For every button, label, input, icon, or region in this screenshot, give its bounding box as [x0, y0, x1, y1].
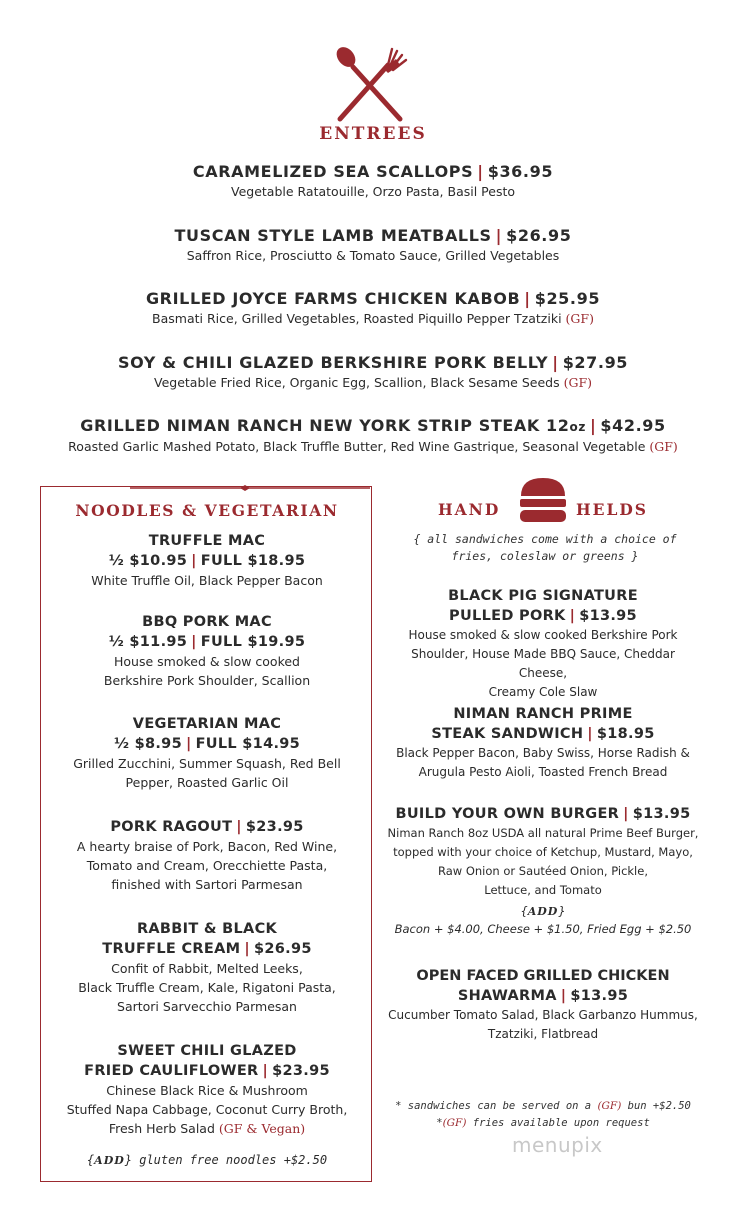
- item-name: BUILD YOUR OWN BURGER: [395, 806, 620, 822]
- menu-item: [41, 1041, 373, 1138]
- item-description: topped with your choice of Ketchup, Mustard, Mayo,: [393, 845, 693, 859]
- entree-price: $25.95: [534, 289, 601, 308]
- watermark: menupix: [512, 1133, 603, 1157]
- separator: |: [623, 806, 629, 822]
- item-description: Grilled Zucchini, Summer Squash, Red Bell: [73, 756, 341, 771]
- item-price: $23.95: [245, 819, 304, 835]
- brace-open: {: [86, 1153, 95, 1167]
- separator: |: [191, 634, 197, 650]
- item-name: BBQ PORK MAC: [142, 614, 272, 630]
- separator: |: [236, 819, 242, 835]
- entree-price: $42.95: [600, 416, 666, 435]
- entree-price: $26.95: [506, 226, 572, 245]
- item-description: House smoked & slow cooked Berkshire Pork: [408, 628, 678, 642]
- entree-price: $36.95: [487, 162, 554, 181]
- separator: |: [587, 726, 593, 742]
- footnote-text: * sandwiches can be served on a: [395, 1100, 598, 1112]
- item-price: $26.95: [253, 941, 312, 957]
- item-name: OPEN FACED GRILLED CHICKEN: [416, 968, 670, 984]
- item-name: SHAWARMA: [457, 988, 557, 1004]
- addon-text: } gluten free noodles +$2.50: [124, 1153, 328, 1167]
- entree-item: [0, 225, 746, 264]
- burger-icon: [517, 476, 569, 526]
- item-description: Berkshire Pork Shoulder, Scallion: [103, 673, 311, 688]
- item-description: Stuffed Napa Cabbage, Coconut Curry Broth,: [66, 1102, 348, 1117]
- separator: |: [589, 416, 597, 435]
- separator: |: [244, 941, 250, 957]
- item-description: A hearty braise of Pork, Bacon, Red Wine,: [76, 839, 338, 854]
- entree-description: Vegetable Fried Rice, Organic Egg, Scallion, Black Sesame Seeds: [154, 375, 560, 390]
- entree-name: SOY & CHILI GLAZED BERKSHIRE PORK BELLY: [117, 353, 549, 372]
- separator: |: [569, 608, 576, 624]
- menu-item: [382, 804, 704, 937]
- noodles-vegetarian-section: [40, 486, 372, 1182]
- item-description: Arugula Pesto Aioli, Toasted French Bread: [418, 765, 668, 779]
- item-name: PULLED PORK: [449, 608, 566, 624]
- entree-name: GRILLED JOYCE FARMS CHICKEN KABOB: [145, 289, 521, 308]
- item-name: TRUFFLE MAC: [148, 533, 266, 549]
- entree-description: Saffron Rice, Prosciutto & Tomato Sauce, Grilled Vegetables: [186, 248, 560, 263]
- separator: |: [185, 736, 192, 752]
- entree-name: CARAMELIZED SEA SCALLOPS: [192, 162, 474, 181]
- item-name: STEAK SANDWICH: [431, 726, 584, 742]
- separator: |: [495, 226, 503, 245]
- entree-description: Vegetable Ratatouille, Orzo Pasta, Basil Pesto: [230, 184, 515, 199]
- item-name: SWEET CHILI GLAZED: [117, 1043, 297, 1059]
- handhelds-title-right: HELDS: [576, 500, 648, 519]
- add-label: ADD: [94, 1154, 125, 1167]
- item-price-full: FULL $18.95: [200, 553, 306, 569]
- menu-item: [41, 612, 373, 690]
- item-price-half: ½ $8.95: [113, 736, 182, 752]
- entree-name-unit: oz: [569, 420, 586, 434]
- gf-tag: (GF): [649, 439, 678, 454]
- note-line: { all sandwiches come with a choice of: [413, 532, 677, 546]
- handhelds-footnotes: [382, 1098, 704, 1132]
- separator: |: [524, 289, 531, 308]
- gf-tag: (GF): [563, 375, 592, 390]
- item-description: Fresh Herb Salad: [108, 1121, 215, 1136]
- addon-prices: Bacon + $4.00, Cheese + $1.50, Fried Egg + $2.50: [394, 922, 692, 936]
- item-description: Tomato and Cream, Orecchiette Pasta,: [86, 858, 328, 873]
- separator: |: [262, 1063, 269, 1079]
- menu-item: [41, 817, 373, 894]
- item-description: White Truffle Oil, Black Pepper Bacon: [91, 573, 323, 588]
- gf-tag: (GF): [597, 1100, 622, 1112]
- entree-item: [0, 352, 746, 391]
- handhelds-note: [390, 531, 700, 565]
- item-name: TRUFFLE CREAM: [102, 941, 241, 957]
- item-description: Black Pepper Bacon, Baby Swiss, Horse Radish &: [396, 746, 690, 760]
- entree-description: Basmati Rice, Grilled Vegetables, Roasted Piquillo Pepper Tzatziki: [152, 311, 562, 326]
- item-description: House smoked & slow cooked: [113, 654, 300, 669]
- item-price: $13.95: [632, 806, 691, 822]
- entree-item: [0, 161, 746, 200]
- item-name: NIMAN RANCH PRIME: [453, 706, 633, 722]
- item-description: Pepper, Roasted Garlic Oil: [125, 775, 289, 790]
- add-heading: [382, 902, 704, 921]
- menu-item: [388, 586, 698, 702]
- footnote-text: *: [436, 1117, 443, 1129]
- item-name: RABBIT & BLACK: [136, 921, 278, 937]
- item-price-half: ½ $11.95: [108, 634, 188, 650]
- footnote-text: fries available upon request: [466, 1117, 650, 1129]
- entree-item: [0, 415, 746, 455]
- item-price: $13.95: [579, 608, 637, 624]
- separator: |: [560, 988, 567, 1004]
- entrees-title: ENTREES: [319, 124, 427, 144]
- item-description: Tzatziki, Flatbread: [487, 1027, 599, 1041]
- item-price-full: FULL $19.95: [200, 634, 306, 650]
- item-name: FRIED CAULIFLOWER: [84, 1063, 259, 1079]
- item-description: Confit of Rabbit, Melted Leeks,: [111, 961, 303, 976]
- menu-item: [41, 919, 373, 1016]
- item-description: Creamy Cole Slaw: [488, 685, 598, 699]
- item-price-half: ½ $10.95: [108, 553, 188, 569]
- entree-name: TUSCAN STYLE LAMB MEATBALLS: [174, 226, 492, 245]
- item-description: Shoulder, House Made BBQ Sauce, Cheddar Cheese,: [411, 647, 675, 680]
- brace-close: }: [558, 904, 566, 918]
- crossed-utensils-icon: [330, 45, 410, 125]
- note-line: fries, coleslaw or greens }: [451, 549, 639, 563]
- item-description: Black Truffle Cream, Kale, Rigatoni Pasta,: [78, 980, 336, 995]
- menu-item: [41, 714, 373, 792]
- item-description: Sartori Sarvecchio Parmesan: [117, 999, 297, 1014]
- section-title: NOODLES & VEGETARIAN: [75, 501, 339, 520]
- menu-item: [388, 704, 698, 782]
- separator: |: [552, 353, 559, 372]
- separator: |: [477, 162, 484, 181]
- item-price-full: FULL $14.95: [195, 736, 301, 752]
- add-label: ADD: [527, 905, 559, 918]
- item-description: Chinese Black Rice & Mushroom: [106, 1083, 308, 1098]
- entree-item: [0, 288, 746, 327]
- item-description: Raw Onion or Sautéed Onion, Pickle,: [438, 864, 648, 878]
- menu-item: [382, 966, 704, 1044]
- item-price: $23.95: [272, 1063, 330, 1079]
- item-price: $13.95: [570, 988, 629, 1004]
- item-description: finished with Sartori Parmesan: [111, 877, 303, 892]
- gf-tag: (GF): [565, 311, 594, 326]
- separator: |: [191, 553, 197, 569]
- item-description: Niman Ranch 8oz USDA all natural Prime Beef Burger,: [387, 826, 699, 840]
- entree-price: $27.95: [562, 353, 629, 372]
- gf-vegan-tag: (GF & Vegan): [218, 1121, 306, 1136]
- item-description: Cucumber Tomato Salad, Black Garbanzo Hummus,: [388, 1008, 698, 1022]
- entree-name: GRILLED NIMAN RANCH NEW YORK STRIP STEAK 12: [80, 416, 570, 435]
- brace-open: {: [520, 904, 528, 918]
- item-price: $18.95: [596, 726, 655, 742]
- item-name: PORK RAGOUT: [110, 819, 233, 835]
- item-name: VEGETARIAN MAC: [132, 716, 282, 732]
- entree-description: Roasted Garlic Mashed Potato, Black Truffle Butter, Red Wine Gastrique, Seasonal Vegetable: [68, 439, 646, 454]
- gf-tag: (GF): [442, 1117, 467, 1129]
- footnote-text: bun +$2.50: [621, 1100, 691, 1112]
- menu-item: [41, 531, 373, 590]
- handhelds-title-left: HAND: [438, 500, 501, 519]
- gluten-free-addon: [41, 1153, 373, 1167]
- item-name: BLACK PIG SIGNATURE: [448, 588, 638, 604]
- item-description: Lettuce, and Tomato: [484, 883, 602, 897]
